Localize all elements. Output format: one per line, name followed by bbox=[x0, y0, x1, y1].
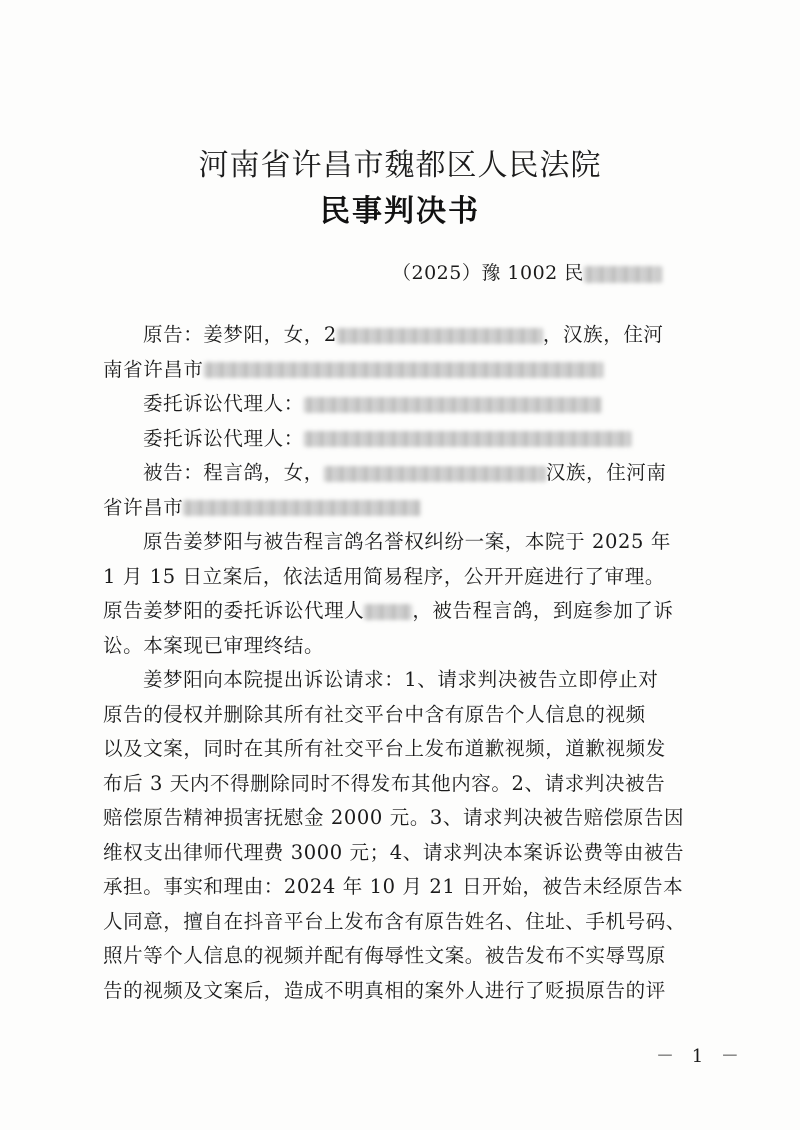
plaintiff-text-suffix: ，汉族，住河 bbox=[542, 323, 664, 346]
paragraph-2-line-7: 承担。事实和理由：2024 年 10 月 21 日开始，被告未经原告本 bbox=[103, 875, 684, 898]
defendant-address-line bbox=[103, 491, 703, 526]
paragraph-2-line-4: 布后 3 天内不得删除同时不得发布其他内容。2、请求判决被告 bbox=[103, 771, 666, 795]
paragraph-2-line-2: 原告的侵权并删除其所有社交平台中含有原告个人信息的视频 bbox=[103, 702, 646, 726]
redacted-plaintiff-address bbox=[204, 362, 604, 378]
paragraph-1-line-3 bbox=[103, 594, 703, 629]
court-name: 河南省许昌市魏都区人民法院 bbox=[198, 148, 602, 183]
redacted-agent-name bbox=[364, 604, 412, 620]
paragraph-1-line-1: 原告姜梦阳与被告程言鸽名誉权纠纷一案，本院于 2025 年 bbox=[143, 530, 671, 553]
paragraph-2-line-6: 维权支出律师代理费 3000 元；4、请求判决本案诉讼费等由被告 bbox=[103, 840, 685, 864]
defendant-line bbox=[103, 456, 703, 491]
redacted-plaintiff-birth bbox=[337, 328, 543, 344]
paragraph-1-line-4: 讼。本案现已审理终结。 bbox=[103, 633, 325, 657]
paragraph-2-line-8: 人同意，擅自在抖音平台上发布含有原告姓名、住址、手机号码、 bbox=[103, 909, 686, 933]
document-title: 民事判决书 bbox=[320, 194, 480, 229]
paragraph-2-line-5: 赔偿原告精神损害抚慰金 2000 元。3、请求判决被告赔偿原告因 bbox=[103, 806, 685, 829]
paragraph-1-line-3-a: 原告姜梦阳的委托诉讼代理人 bbox=[103, 599, 365, 622]
paragraph-1-line-3-b: ，被告程言鸽，到庭参加了诉 bbox=[412, 599, 674, 622]
paragraph-2-line-10: 告的视频及文案后，造成不明真相的案外人进行了贬损原告的评 bbox=[103, 978, 666, 1002]
plaintiff-address: 南省许昌市 bbox=[103, 357, 204, 381]
redacted-case-number bbox=[584, 266, 662, 283]
plaintiff-line bbox=[103, 318, 703, 353]
redacted-defendant-birth bbox=[324, 466, 546, 482]
redacted-defendant-address bbox=[183, 500, 421, 516]
agent-line-2 bbox=[103, 422, 703, 457]
agent-1-label: 委托诉讼代理人： bbox=[143, 392, 304, 415]
paragraph-2-line-1: 姜梦阳向本院提出诉讼请求：1、请求判决被告立即停止对 bbox=[143, 668, 659, 691]
case-number bbox=[392, 258, 662, 285]
defendant-text-suffix: 汉族，住河南 bbox=[545, 461, 667, 484]
paragraph-1-line-2: 1 月 15 日立案后，依法适用简易程序，公开开庭进行了审理。 bbox=[103, 564, 665, 588]
redacted-agent-1 bbox=[304, 397, 602, 413]
case-number-prefix: （2025）豫 1002 民 bbox=[392, 262, 584, 284]
defendant-address: 省许昌市 bbox=[103, 495, 184, 519]
paragraph-2-line-3: 以及文案，同时在其所有社交平台上发布道歉视频，道歉视频发 bbox=[103, 737, 666, 760]
agent-2-label: 委托诉讼代理人： bbox=[143, 426, 304, 450]
document-body bbox=[103, 318, 703, 1008]
redacted-agent-2 bbox=[304, 431, 632, 447]
plaintiff-text: 原告：姜梦阳，女，2 bbox=[143, 323, 337, 346]
page-number: － 1 － bbox=[656, 1046, 745, 1067]
agent-line-1 bbox=[103, 387, 703, 422]
paragraph-2-line-9: 照片等个人信息的视频并配有侮辱性文案。被告发布不实辱骂原 bbox=[103, 944, 666, 967]
defendant-text: 被告：程言鸽，女， bbox=[143, 461, 324, 484]
plaintiff-address-line bbox=[103, 353, 703, 388]
